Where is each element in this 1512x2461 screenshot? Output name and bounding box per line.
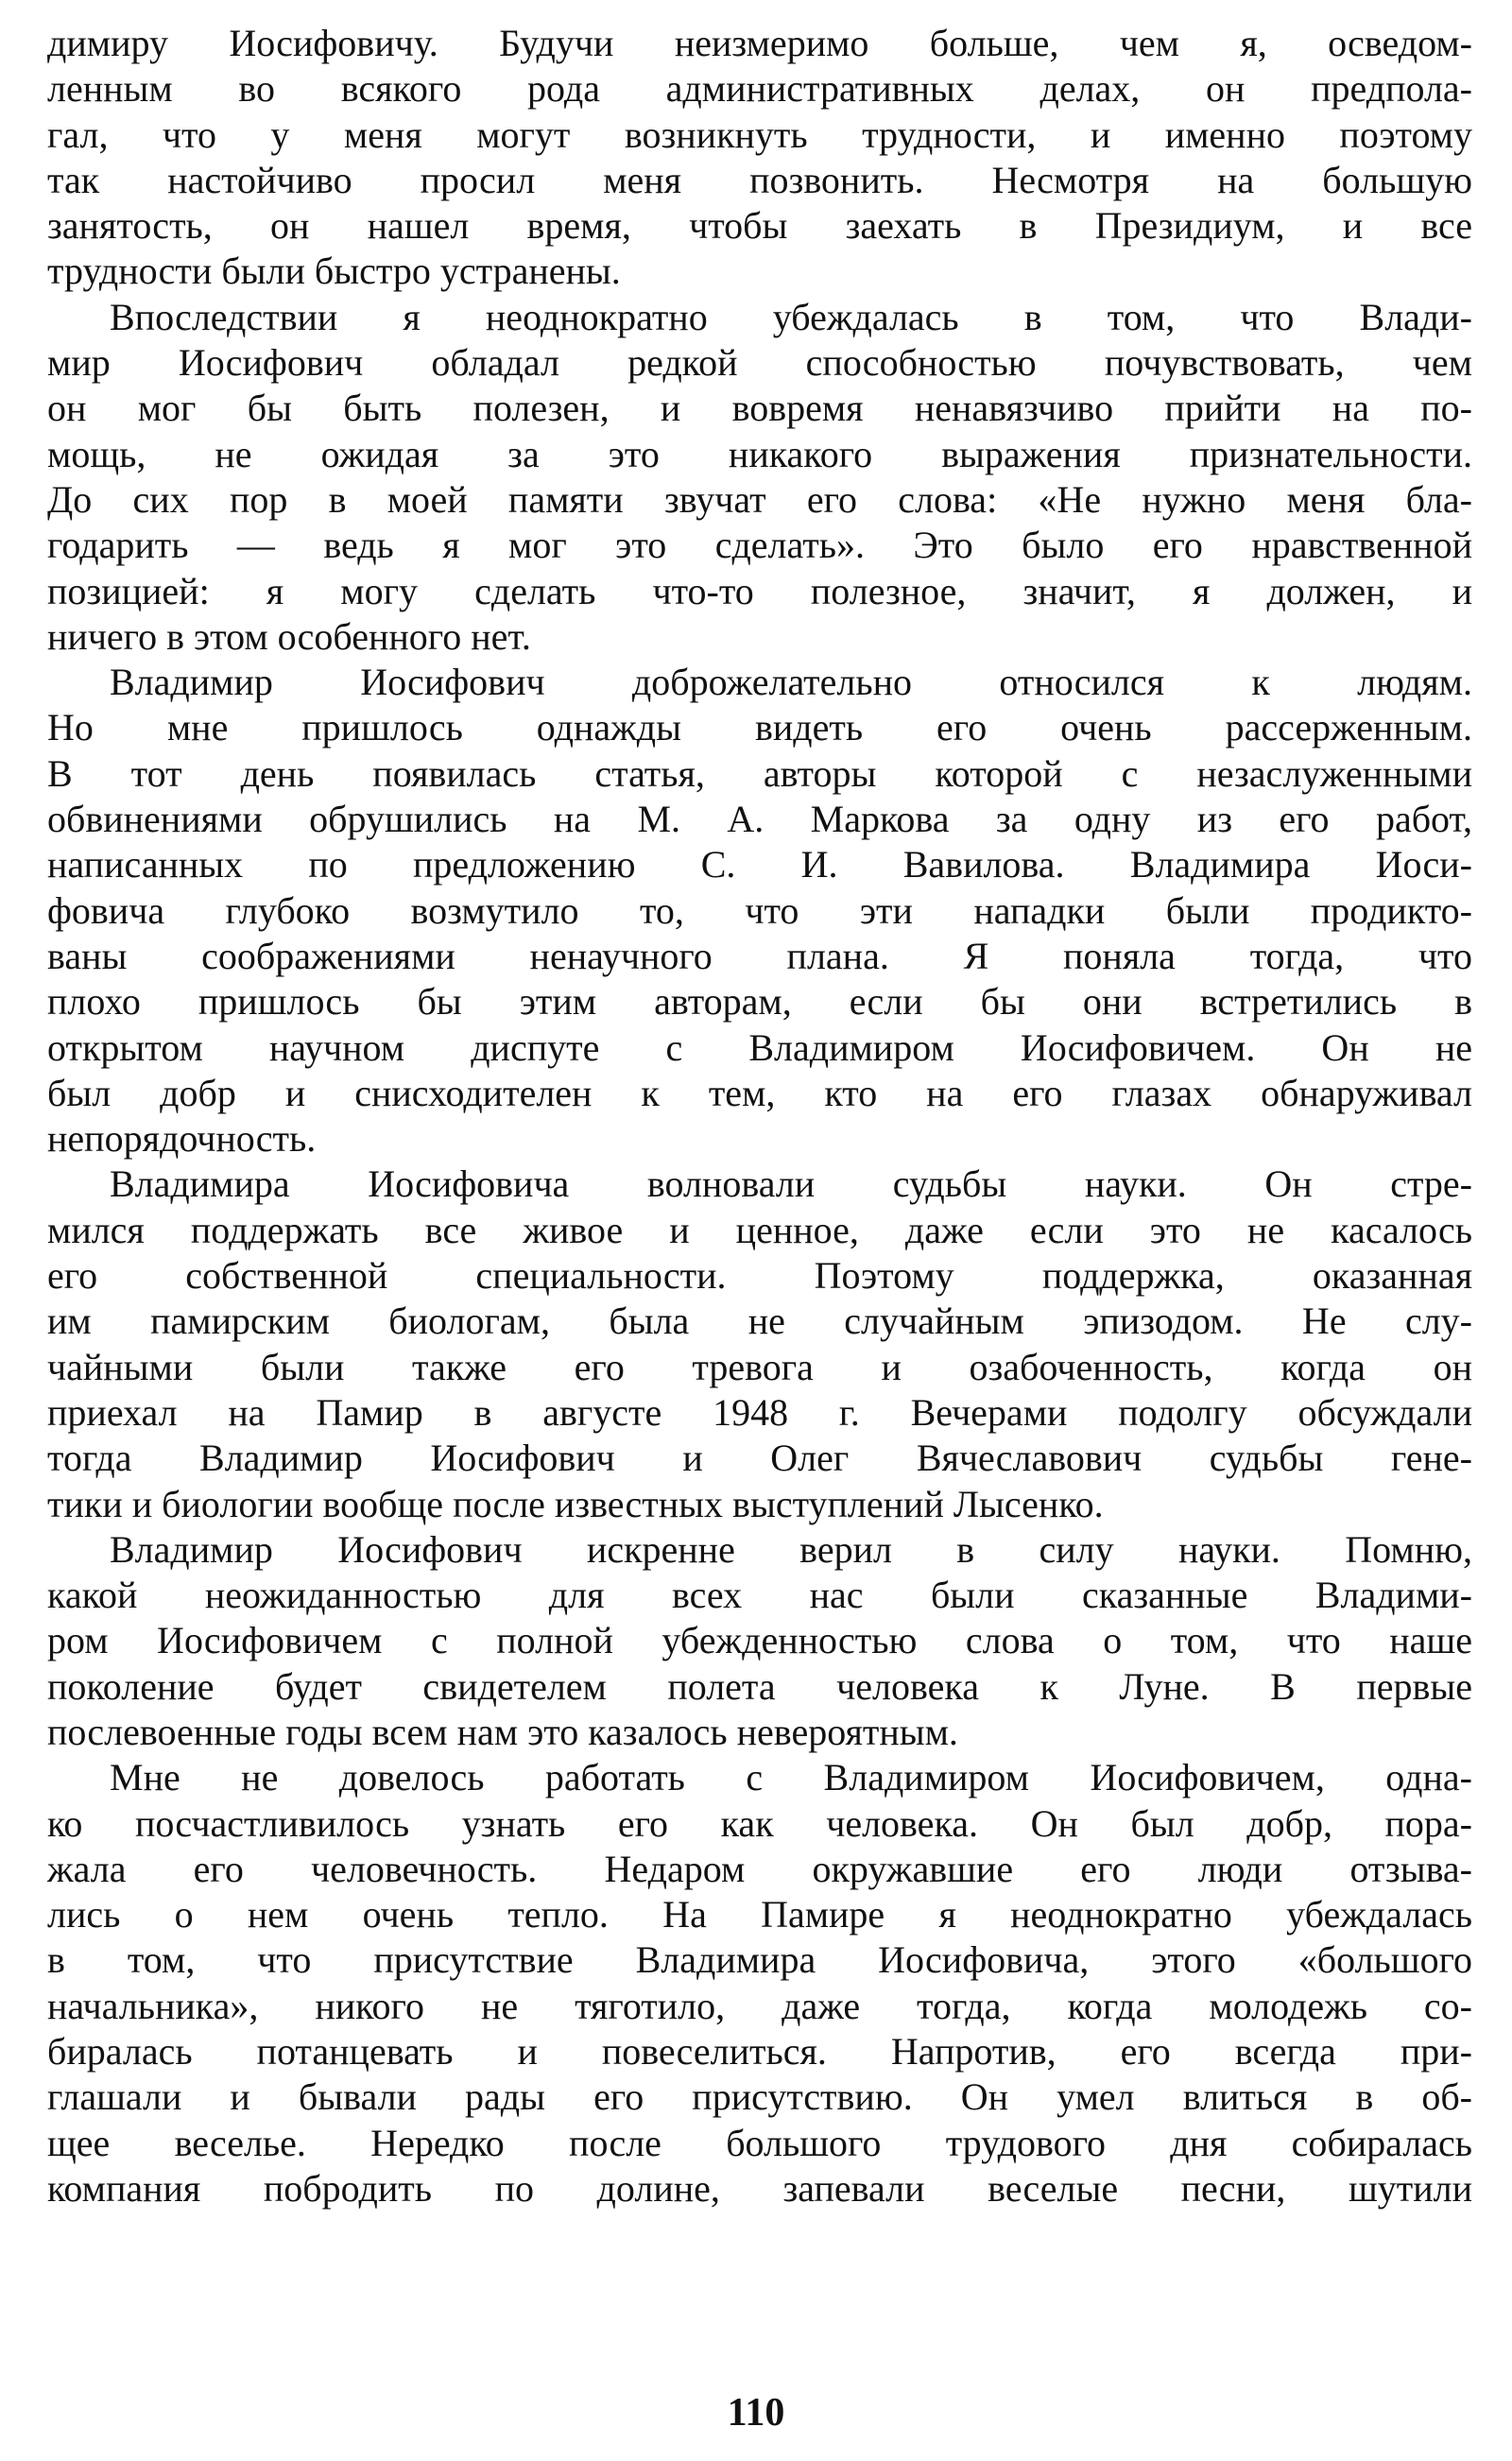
text-line: он мог бы быть полезен, и вовремя ненавязчиво прийти на по- bbox=[47, 387, 1472, 430]
text-line: приехал на Памир в августе 1948 г. Вечерами подолгу обсуждали bbox=[47, 1390, 1472, 1434]
text-line: ленным во всякого рода административных делах, он предпола- bbox=[47, 67, 1472, 111]
text-line: тогда Владимир Иосифович и Олег Вячеславович судьбы гене- bbox=[47, 1437, 1472, 1480]
text-line: Владимир Иосифович доброжелательно относился к людям. bbox=[110, 661, 1472, 704]
text-line: мощь, не ожидая за это никакого выражения признательности. bbox=[47, 432, 1472, 475]
text-line: тики и биологии вообще после известных выступлений Лысенко. bbox=[47, 1482, 1104, 1525]
text-line: ко посчастливилось узнать его как человека. Он был добр, пора- bbox=[47, 1801, 1472, 1845]
text-line: занятость, он нашел время, чтобы заехать в Президиум, и все bbox=[47, 204, 1472, 248]
text-line: его собственной специальности. Поэтому поддержка, оказанная bbox=[47, 1254, 1472, 1298]
text-line: Впоследствии я неоднократно убеждалась в том, что Влади- bbox=[110, 295, 1472, 338]
text-line: им памирским биологам, была не случайным эпизодом. Не слу- bbox=[47, 1299, 1472, 1343]
text-line: фовича глубоко возмутило то, что эти нападки были продикто- bbox=[47, 888, 1472, 932]
text-line: компания побродить по долине, запевали веселые песни, шутили bbox=[47, 2166, 1472, 2210]
text-line: До сих пор в моей памяти звучат его слова: «Не нужно меня бла- bbox=[47, 477, 1472, 521]
text-line: ром Иосифовичем с полной убежденностью слова о том, что наше bbox=[47, 1619, 1472, 1662]
body-text bbox=[47, 21, 1472, 2211]
text-line: непорядочность. bbox=[47, 1117, 317, 1161]
text-line: позицией: я могу сделать что-то полезное, значит, я должен, и bbox=[47, 569, 1472, 612]
text-line: Владимир Иосифович искренне верил в силу науки. Помню, bbox=[110, 1527, 1472, 1571]
text-line: гал, что у меня могут возникнуть трудности, и именно поэтому bbox=[47, 112, 1472, 156]
text-line: димиру Иосифовичу. Будучи неизмеримо больше, чем я, осведом- bbox=[47, 22, 1472, 64]
text-line: щее веселье. Нередко после большого трудового дня собиралась bbox=[47, 2121, 1472, 2164]
text-line: ваны соображениями ненаучного плана. Я поняла тогда, что bbox=[47, 934, 1472, 977]
text-line: годарить — ведь я мог это сделать». Это было его нравственной bbox=[47, 524, 1472, 567]
text-line: Мне не довелось работать с Владимиром Иосифовичем, одна- bbox=[110, 1756, 1472, 1799]
text-line: ничего в этом особенного нет. bbox=[47, 614, 531, 658]
text-line: биралась потанцевать и повеселиться. Напротив, его всегда при- bbox=[47, 2030, 1472, 2074]
text-line: мился поддержать все живое и ценное, даже если это не касалось bbox=[47, 1208, 1472, 1251]
text-line: чайными были также его тревога и озабоченность, когда он bbox=[47, 1345, 1472, 1388]
text-line: так настойчиво просил меня позвонить. Несмотря на большую bbox=[47, 158, 1472, 201]
text-line: какой неожиданностью для всех нас были сказанные Владими- bbox=[47, 1574, 1472, 1617]
text-line: в том, что присутствие Владимира Иосифовича, этого «большого bbox=[47, 1938, 1472, 1982]
text-line: мир Иосифович обладал редкой способностью почувствовать, чем bbox=[47, 341, 1472, 385]
text-line: лись о нем очень тепло. На Памире я неоднократно убеждалась bbox=[47, 1893, 1472, 1936]
text-line: открытом научном диспуте с Владимиром Иосифовичем. Он не bbox=[47, 1025, 1472, 1069]
text-line: трудности были быстро устранены. bbox=[47, 250, 621, 293]
text-line: поколение будет свидетелем полета человека к Луне. В первые bbox=[47, 1664, 1472, 1708]
text-line: написанных по предложению С. И. Вавилова. Владимира Иоси- bbox=[47, 843, 1472, 886]
text-line: начальника», никого не тяготило, даже тогда, когда молодежь со- bbox=[47, 1984, 1472, 2027]
text-line: плохо пришлось бы этим авторам, если бы они встретились в bbox=[47, 980, 1472, 1024]
text-line: жала его человечность. Недаром окружавшие его люди отзыва- bbox=[47, 1847, 1472, 1890]
text-line: Но мне пришлось однажды видеть его очень рассерженным. bbox=[47, 706, 1472, 749]
text-line: В тот день появилась статья, авторы которой с незаслуженными bbox=[47, 751, 1472, 795]
text-line: был добр и снисходителен к тем, кто на его глазах обнаруживал bbox=[47, 1071, 1472, 1114]
text-line: послевоенные годы всем нам это казалось невероятным. bbox=[47, 1710, 958, 1753]
text-line: Владимира Иосифовича волновали судьбы науки. Он стре- bbox=[110, 1162, 1472, 1206]
text-line: глашали и бывали рады его присутствию. Он умел влиться в об- bbox=[47, 2075, 1472, 2119]
text-line: обвинениями обрушились на М. А. Маркова за одну из его работ, bbox=[47, 798, 1472, 841]
page-number: 110 bbox=[727, 2391, 785, 2435]
